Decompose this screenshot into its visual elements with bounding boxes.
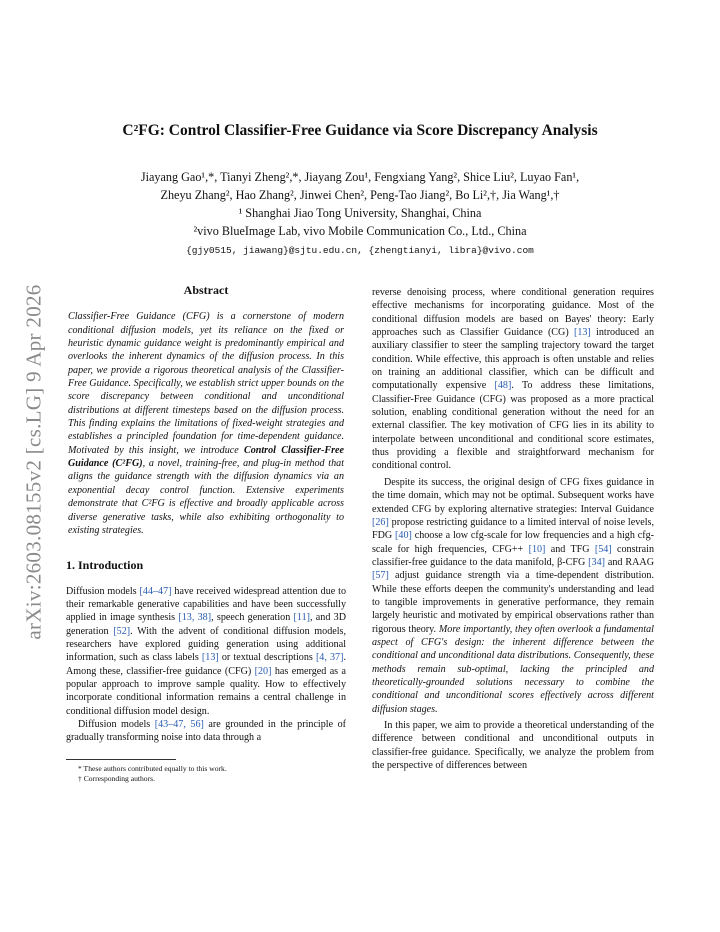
citation-link[interactable]: [11] [293,612,310,624]
author-line-1: Jiayang Gao¹,*, Tianyi Zheng²,*, Jiayang Zou¹, Fengxiang Yang², Shice Liu², Luyao Fan¹, [140,170,580,184]
paper-title: C²FG: Control Classifier-Free Guidance via Score Discrepancy Analysis [122,122,598,139]
text: . With the advent of conditional diffusion models, researchers have explored guiding generation using additional information, such as class labels [66,625,346,664]
citation-link[interactable]: [57] [372,570,389,582]
emphasized-text: More importantly, they often overlook a fundamental aspect of CFG's design: the inherent difference between the conditional and unconditional data distributions. Consequently, these methods remain sub-optimal, lacking the principled and theoretically-grounded solutions necessary to combine the conditional and unconditional scores effectively across different diffusion stages. [372,623,654,715]
citation-link[interactable]: [43–47, 56] [154,718,204,730]
citation-link[interactable]: [54] [594,543,612,555]
footnote-corresponding: † Corresponding authors. [78,773,155,783]
abstract-part-2: , a novel, training-free, and plug-in method that aligns the guidance strength with the diffusion dynamics via an exponential decay control function. Extensive experiments demonstrate that C²FG is effective and broadly applicable across diverse generative tasks, while also exhibiting orthogonality to existing strategies. [68,458,344,536]
abstract-part-1: Classifier-Free Guidance (CFG) is a cornerstone of modern conditional diffusion models, yet its reliance on the fixed or heuristic dynamic guidance weight is predominantly empirical and overlooks the inherent dynamics of the diffusion process. In this paper, we provide a rigorous theoretical analysis of the Classifier-Free Guidance. Specifically, we establish strict upper bounds on the score discrepancy between conditional and unconditional distributions at different timesteps based on the diffusion process. This finding explains the limitations of fixed-weight strategies and establishes a principled foundation for time-dependent guidance. Motivated by this insight, we introduce [68,311,344,456]
text: adjust guidance strength via a time-dependent distribution. While these efforts deepen the community's understanding and lead to tangible improvements in generative performance, they remain largely heuristic and motivated by empirical observations rather than rigorous theory. [372,570,654,635]
text: choose a low cfg-scale for low frequencies and a high cfg-scale for high frequencies, CFG++ [372,530,654,555]
right-paragraph-3: In this paper, we aim to provide a theoretical understanding of the difference between conditional and unconditional outputs in classifier-free guidance. Specifically, we analyze the problem from the perspective of differences between [372,720,654,772]
arxiv-identifier-text: arXiv:2603.08155v2 [cs.LG] 9 Apr 2026 [21,284,46,640]
arxiv-identifier [14,262,54,662]
intro-paragraph-1 [66,585,346,718]
author-line-2: Zheyu Zhang², Hao Zhang², Jinwei Chen², Peng-Tao Jiang², Bo Li²,†, Jia Wang¹,† [160,188,560,202]
text: . Among these, classifier-free guidance (CFG) [66,652,346,677]
affiliation-2: ²vivo BlueImage Lab, vivo Mobile Communication Co., Ltd., China [193,224,527,238]
citation-link[interactable]: [4, 37] [315,652,344,664]
footnote-divider [66,759,176,760]
citation-link[interactable]: [13] [573,327,591,339]
text: , speech generation [211,612,294,624]
text: and TFG [545,543,595,555]
text: introduced an auxiliary classifier to steer the sampling trajectory toward the target condition. While effective, this approach is often unstable and relies on training an additional classifier, which can be difficult and computationally expensive [372,327,654,392]
citation-link[interactable]: [44–47] [139,585,172,597]
footnotes [66,764,346,784]
method-name: Control Classifier-Free Guidance (C²FG) [68,444,344,470]
text: are grounded in the principle of gradually transforming noise into data through a [66,718,346,744]
right-paragraph-1 [372,286,654,473]
text: Diffusion models [78,718,155,730]
text: . To address these limitations, Classifier-Free Guidance (CFG) was proposed as a more practical solution, enabling conditional generation without the need for an external classifier. The key motivation of CFG lies in its ability to interpolate between unconditional and conditional score estimates, thus providing a flexible and straightforward mechanism for conditional control. [372,380,654,472]
text: have received widespread attention due to their remarkable generative capabilities and have been successfully applied in image synthesis [66,585,346,624]
intro-paragraph-2 [66,718,346,745]
citation-link[interactable]: [40] [395,530,412,542]
author-block [60,168,660,260]
section-heading-introduction: 1. Introduction [66,558,144,573]
text: Despite its success, the original design of CFG fixes guidance in the time domain, which may not be optimal. Subsequent works have extended CFG by exploring alternative strategies: Interval Guidance [372,476,654,515]
left-column [66,284,346,784]
citation-link[interactable]: [48] [494,380,512,392]
text: Diffusion models [66,585,140,597]
abstract-text [66,310,346,537]
citation-link[interactable]: [52] [113,625,131,637]
affiliation-1: ¹ Shanghai Jiao Tong University, Shanghai, China [238,206,482,220]
citation-link[interactable]: [13] [201,652,219,664]
text: propose restricting guidance to a limited interval of noise levels, FDG [372,516,654,542]
author-emails: {gjy0515, jiawang}@sjtu.edu.cn, {zhengtianyi, libra}@vivo.com [186,245,534,256]
citation-link[interactable]: [13, 38] [178,612,212,624]
right-paragraph-2 [372,476,654,716]
citation-link[interactable]: [10] [528,543,546,555]
text: reverse denoising process, where conditional generation requires effective mechanisms for incorporating guidance. Most of the conditional diffusion models are based on Bayes' theory: Early approaches such as Classifier Guidance (CG) [372,287,654,339]
text: and RAAG [605,556,654,568]
citation-link[interactable]: [26] [372,516,389,528]
text: has emerged as a popular approach to improve sample quality. How to effectively incorporate conditional information remains a central challenge in conditional diffusion model design. [66,665,346,717]
text: or textual descriptions [218,652,316,664]
citation-link[interactable]: [34] [588,556,605,568]
abstract-heading: Abstract [183,283,229,297]
citation-link[interactable]: [20] [254,665,272,677]
text: constrain classifier-free guidance to the data manifold, β-CFG [372,543,654,568]
footnote-equal-contribution: * These authors contributed equally to this work. [78,763,227,773]
text: , and 3D generation [66,612,346,637]
right-column [372,286,654,772]
